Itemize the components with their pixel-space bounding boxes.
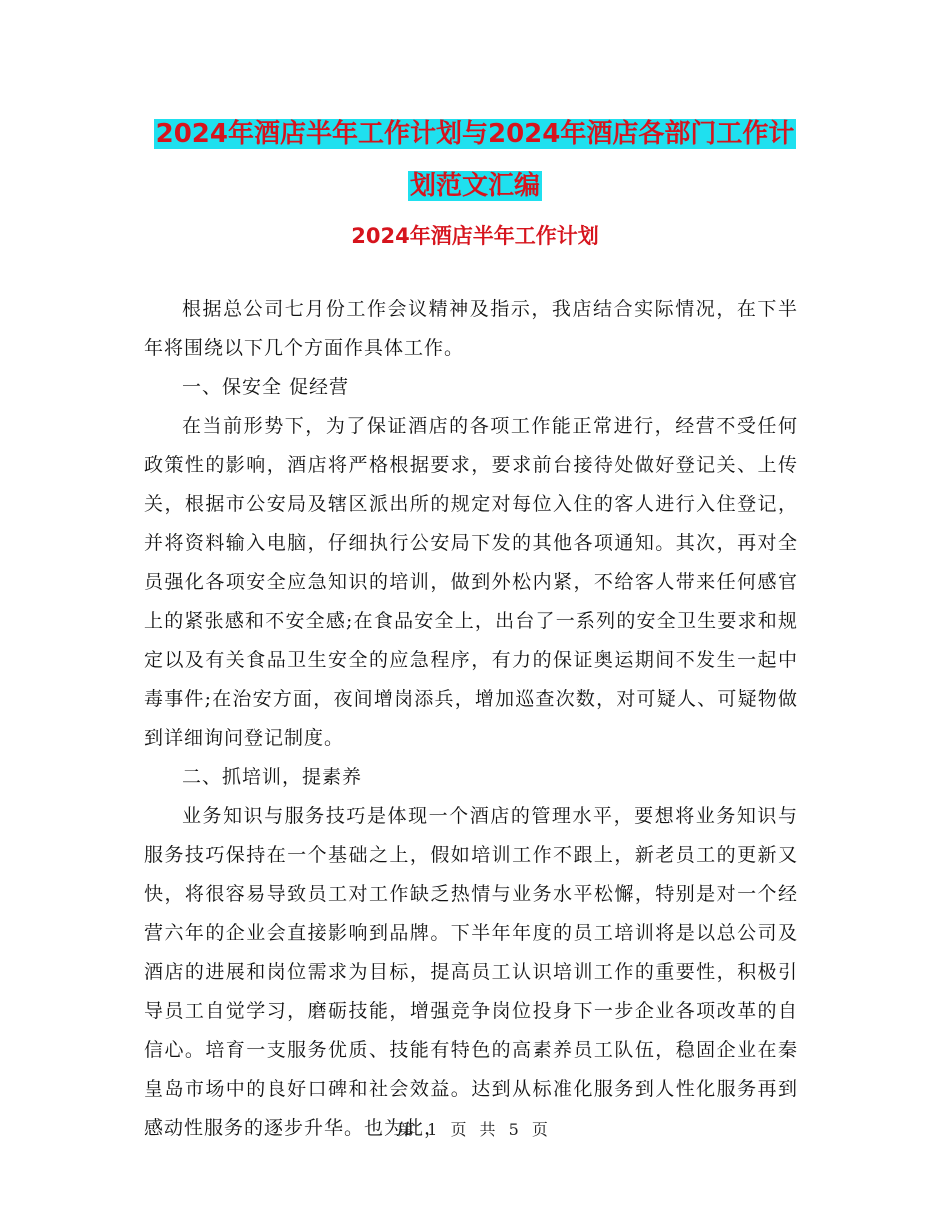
page-footer: 第 1 页 共 5 页 [398,1120,552,1139]
title-line-1: 2024年酒店半年工作计划与2024年酒店各部门工作计 [155,119,795,149]
paragraph-training: 业务知识与服务技巧是体现一个酒店的管理水平，要想将业务知识与服务技巧保持在一个基础之上，假如培训工作不跟上，新老员工的更新又快，将很容易导致员工对工作缺乏热情与业务水平松懈，特别是对一个经营六年的企业会直接影响到品牌。下半年年度的员工培训将是以总公司及酒店的进展和岗位需求为目标，提高员工认识培训工作的重要性，积极引导员工自觉学习，磨砺技能，增强竞争岗位投身下一步企业各项改革的自信心。培育一支服务优质、技能有特色的高素养员工队伍，稳固企业在秦皇岛市场中的良好口碑和社会效益。达到从标准化服务到人性化服务再到感动性服务的逐步升华。也为此， [144,805,798,1139]
paragraph-intro: 根据总公司七月份工作会议精神及指示，我店结合实际情况，在下半年将围绕以下几个方面作具体工作。 [144,298,798,359]
heading-safety: 一、保安全 促经营 [182,376,350,398]
title-line-2: 划范文汇编 [409,171,540,201]
heading-training: 二、抓培训，提素养 [182,766,363,788]
document-title [140,108,810,212]
section-title: 2024年酒店半年工作计划 [351,224,599,248]
paragraph-safety: 在当前形势下，为了保证酒店的各项工作能正常进行，经营不受任何政策性的影响，酒店将严格根据要求，要求前台接待处做好登记关、上传关，根据市公安局及辖区派出所的规定对每位入住的客人进行入住登记，并将资料输入电脑，仔细执行公安局下发的其他各项通知。其次，再对全员强化各项安全应急知识的培训，做到外松内紧，不给客人带来任何感官上的紧张感和不安全感;在食品安全上，出台了一系列的安全卫生要求和规定以及有关食品卫生安全的应急程序，有力的保证奥运期间不发生一起中毒事件;在治安方面，夜间增岗添兵，增加巡查次数，对可疑人、可疑物做到详细询问登记制度。 [144,415,798,749]
document-body [144,290,798,1148]
